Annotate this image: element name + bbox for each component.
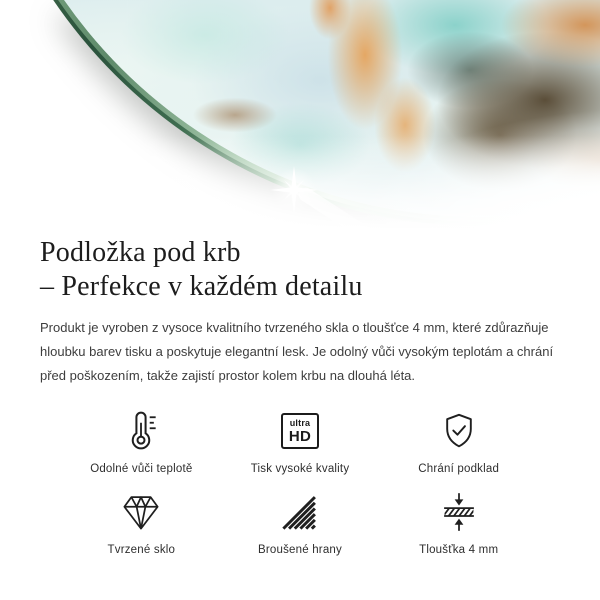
ultra-hd-text-small: ultra — [289, 417, 311, 428]
page-title-line1: Podložka pod krb — [40, 237, 241, 268]
ultra-hd-text-large: HD — [288, 427, 312, 445]
product-description: Produkt je vyroben z vysoce kvalitního tvrzeného skla o tloušťce 4 mm, které zdůrazňuje hloubku barev tisku a poskytuje elegantní lesk. Je odolný vůči vysokým teplotám a chrání před poškozením, takže zajistí prostor kolem krbu na dlouhá léta. — [40, 320, 554, 383]
feature-icon-box — [120, 489, 162, 535]
feature-icon-box — [119, 408, 163, 454]
polished-edges-icon — [279, 491, 321, 533]
feature-heat-resistant — [62, 408, 221, 475]
ultra-hd-icon — [281, 413, 319, 449]
product-hero — [0, 0, 600, 234]
page-title-line2: – Perfekce v každém detailu — [40, 271, 363, 302]
diamond-icon — [120, 491, 162, 533]
feature-icon-box — [279, 489, 321, 535]
shield-check-icon — [438, 410, 480, 452]
feature-polished-edges — [221, 489, 380, 556]
feature-icon-box — [438, 408, 480, 454]
feature-protects-surface — [379, 408, 538, 475]
feature-icon-box — [281, 408, 319, 454]
feature-icon-box — [438, 489, 480, 535]
feature-thickness — [379, 489, 538, 556]
feature-print-quality — [221, 408, 380, 475]
thermometer-icon — [119, 409, 163, 453]
thickness-icon — [438, 491, 480, 533]
feature-tempered-glass — [62, 489, 221, 556]
sparkle-glint-icon — [268, 164, 320, 216]
feature-grid — [62, 408, 538, 556]
feature-label: Tloušťka 4 mm — [419, 544, 499, 556]
feature-label: Broušené hrany — [257, 544, 342, 556]
feature-label: Odolné vůči teplotě — [90, 463, 193, 475]
feature-label: Chrání podklad — [418, 463, 500, 475]
feature-label: Tvrzené sklo — [107, 544, 176, 556]
product-info-section — [0, 236, 600, 556]
page-title — [40, 236, 560, 304]
feature-label: Tisk vysoké kvality — [250, 463, 350, 475]
